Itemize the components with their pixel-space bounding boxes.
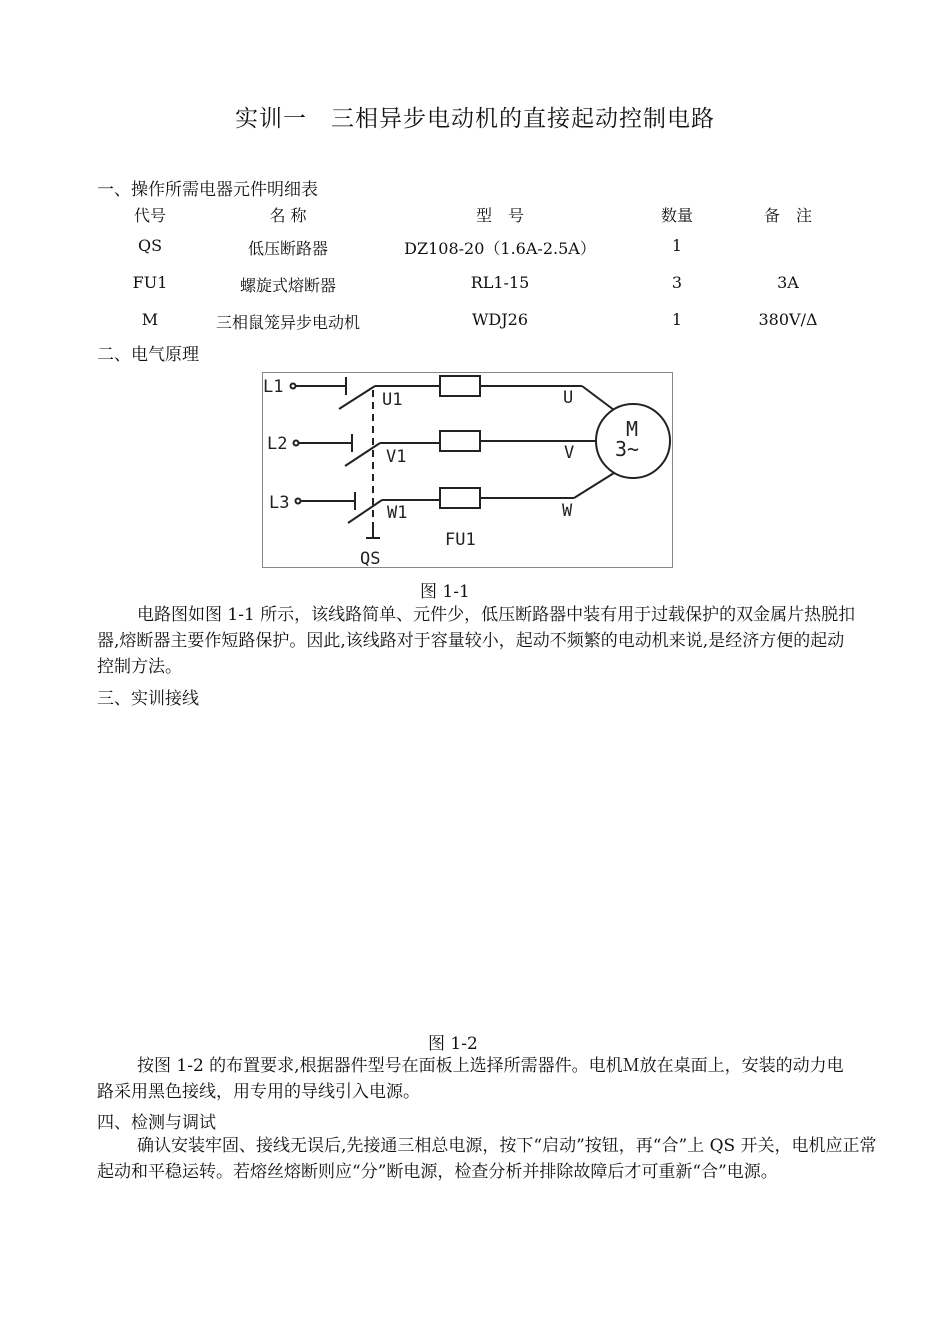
table-header-model: 型 号 — [475, 206, 524, 225]
label-l1: L1 — [263, 377, 284, 397]
terminal-l2 — [294, 441, 299, 446]
table-cell: DZ108-20（1.6A-2.5A） — [404, 239, 596, 258]
circuit-diagram — [262, 372, 673, 568]
table-cell: 3 — [671, 273, 683, 292]
section-heading-components: 一、操作所需电器元件明细表 — [97, 180, 318, 200]
label-fu1: FU1 — [445, 530, 476, 550]
section-heading-testing: 四、检测与调试 — [97, 1113, 216, 1133]
fuse-2 — [440, 431, 480, 451]
switch-contact-3 — [348, 500, 382, 523]
paragraph-wiring: 按图 1-2 的布置要求,根据器件型号在面板上选择所需器件。电机Ｍ放在桌面上，安装的动力电路采用黑色接线，用专用的导线引入电源。 — [97, 1056, 844, 1102]
section-heading-wiring: 三、实训接线 — [97, 689, 199, 709]
table-header-name: 名 称 — [269, 206, 307, 225]
label-qs: QS — [360, 549, 381, 568]
table-cell: FU1 — [132, 273, 168, 292]
figure-caption-1: 图 1-1 — [420, 582, 470, 602]
table-cell: 低压断路器 — [247, 239, 328, 258]
motor-label: M — [626, 417, 639, 441]
fuse-3 — [440, 488, 480, 508]
table-cell: 1 — [671, 310, 683, 329]
section-heading-principle: 二、电气原理 — [97, 345, 199, 365]
switch-contact-2 — [345, 443, 380, 466]
label-v: V — [564, 443, 575, 463]
table-cell: 380V/Δ — [758, 310, 818, 329]
label-l3: L3 — [269, 493, 290, 513]
table-header-code: 代号 — [133, 206, 166, 225]
label-w: W — [562, 501, 573, 521]
figure-caption-2: 图 1-2 — [428, 1034, 478, 1054]
table-header-note: 备 注 — [763, 206, 812, 225]
label-l2: L2 — [267, 434, 288, 454]
motor-phase-label: 3~ — [615, 437, 640, 461]
table-cell: 1 — [671, 236, 683, 255]
label-w1: W1 — [387, 503, 408, 523]
terminal-l1 — [291, 384, 296, 389]
table-header-qty: 数量 — [660, 206, 693, 225]
label-v1: V1 — [386, 447, 407, 467]
switch-contact-1 — [339, 386, 375, 409]
label-u1: U1 — [382, 390, 403, 410]
terminal-l3 — [296, 499, 301, 504]
paragraph-principle: 电路图如图 1-1 所示，该线路简单、元件少，低压断路器中装有用于过载保护的双金属片热脱扣器,熔断器主要作短路保护。因此,该线路对于容量较小，起动不频繁的电动机来说,是经济方便的起动控制方法。 — [97, 605, 856, 677]
table-cell: 3A — [777, 273, 799, 292]
fuse-1 — [440, 376, 480, 396]
table-cell: QS — [137, 236, 163, 255]
paragraph-testing: 确认安装牢固、接线无误后,先接通三相总电源，按下“启动”按钮，再“合”上 QS 开关，电机应正常起动和平稳运转。若熔丝熔断则应“分”断电源，检查分析并排除故障后才可重新“合”电源。 — [97, 1136, 877, 1182]
label-u: U — [563, 388, 574, 408]
table-cell: 三相鼠笼异步电动机 — [215, 313, 360, 332]
table-cell: WDJ26 — [471, 310, 529, 329]
table-cell: 螺旋式熔断器 — [239, 276, 336, 295]
page-title: 实训一 三相异步电动机的直接起动控制电路 — [235, 106, 715, 132]
table-cell: M — [141, 310, 159, 329]
table-cell: RL1-15 — [470, 273, 530, 292]
